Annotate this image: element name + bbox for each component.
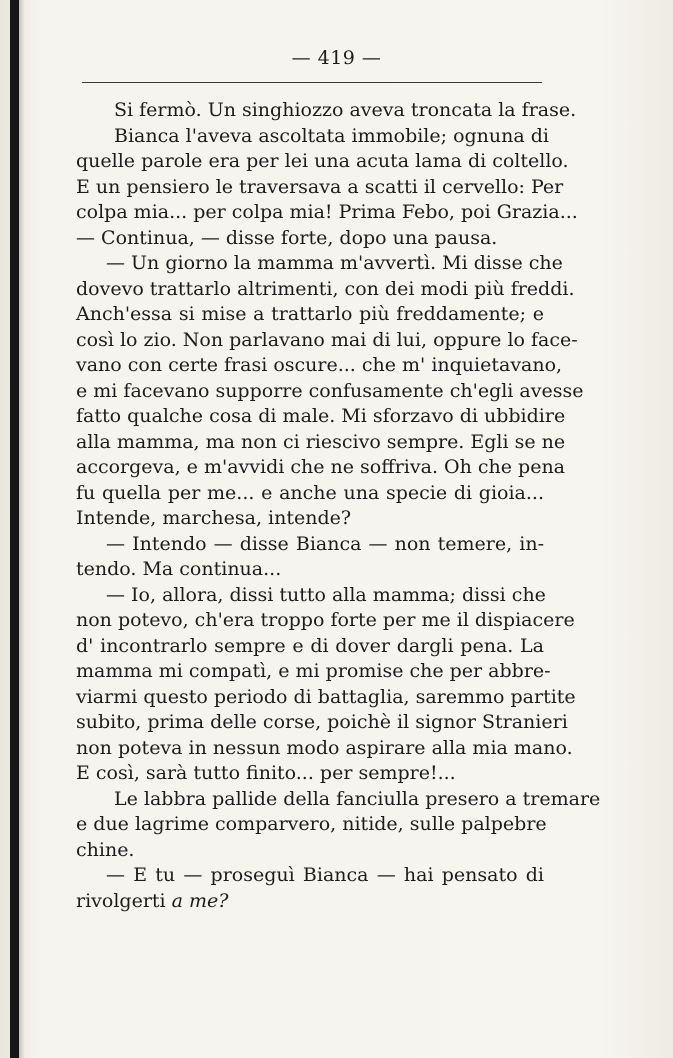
page-number: — 419 — — [291, 47, 382, 69]
text-line: subito, prima delle corse, poichè il signor Stranieri — [76, 711, 568, 733]
text-line: — E tu — proseguì Bianca — hai pensato di — [106, 864, 544, 886]
header-rule — [82, 82, 542, 83]
binding-edge — [10, 0, 19, 1058]
text-line: dovevo trattarlo altrimenti, con dei modi più freddi. — [76, 277, 575, 300]
text-line: — Continua, — disse forte, dopo una pausa. — [76, 226, 498, 249]
text-line: non poteva in nessun modo aspirare alla mia mano. — [76, 736, 573, 759]
text-line: colpa mia... per colpa mia! Prima Febo, poi Grazia... — [76, 201, 578, 223]
text-line: Bianca l'aveva ascoltata immobile; ognuna di — [114, 124, 549, 147]
binding-shadow — [19, 0, 25, 1058]
emphasis-text: a me? — [171, 889, 229, 912]
text-line: Le labbra pallide della fanciulla presero a tremare — [114, 787, 601, 810]
text-line: — Un giorno la mamma m'avvertì. Mi disse che — [106, 252, 563, 274]
text-line: vano con certe frasi oscure... che m' inquietavano, — [76, 354, 563, 376]
text-line: e mi facevano supporre confusamente ch'egli avesse — [76, 379, 584, 402]
text-line: E così, sarà tutto finito... per sempre!... — [76, 762, 456, 784]
text-line: Si fermò. Un singhiozzo aveva troncata la frase. — [114, 99, 577, 121]
text-line: Anch'essa si mise a trattarlo più freddamente; e — [76, 303, 544, 325]
text-line: quelle parole era per lei una acuta lama di coltello. — [76, 150, 569, 172]
text-line: — Intendo — disse Bianca — non temere, in- — [106, 532, 544, 555]
text-line: e due lagrime comparvero, nitide, sulle palpebre — [76, 813, 547, 835]
text-line: d' incontrarlo sempre e di dover dargli pena. La — [76, 634, 544, 657]
text-line: tendo. Ma continua... — [76, 558, 282, 580]
text-line: chine. — [76, 838, 135, 861]
text-line: Intende, marchesa, intende? — [76, 507, 352, 529]
text-line: — Io, allora, dissi tutto alla mamma; dissi che — [106, 583, 546, 606]
text-line: fu quella per me... e anche una specie di gioia... — [76, 481, 544, 504]
text-line-final — [76, 889, 544, 915]
text-line: fatto qualche cosa di male. Mi sforzavo di ubbidire — [76, 405, 566, 427]
text-line: accorgeva, e m'avvidi che ne soffriva. Oh che pena — [76, 456, 566, 478]
text-line: E un pensiero le traversava a scatti il cervello: Per — [76, 175, 564, 198]
text-line: viarmi questo periodo di battaglia, saremmo partite — [76, 685, 576, 708]
text-line: non potevo, ch'era troppo forte per me il dispiacere — [76, 609, 575, 631]
text-line: mamma mi compatì, e mi promise che per abbre- — [76, 660, 551, 682]
text-line: alla mamma, ma non ci riescivo sempre. Egli se ne — [76, 430, 566, 453]
body-text — [76, 98, 601, 914]
text-line: così lo zio. Non parlavano mai di lui, oppure lo face- — [76, 328, 578, 351]
text-line-final-start: rivolgerti — [76, 889, 172, 912]
